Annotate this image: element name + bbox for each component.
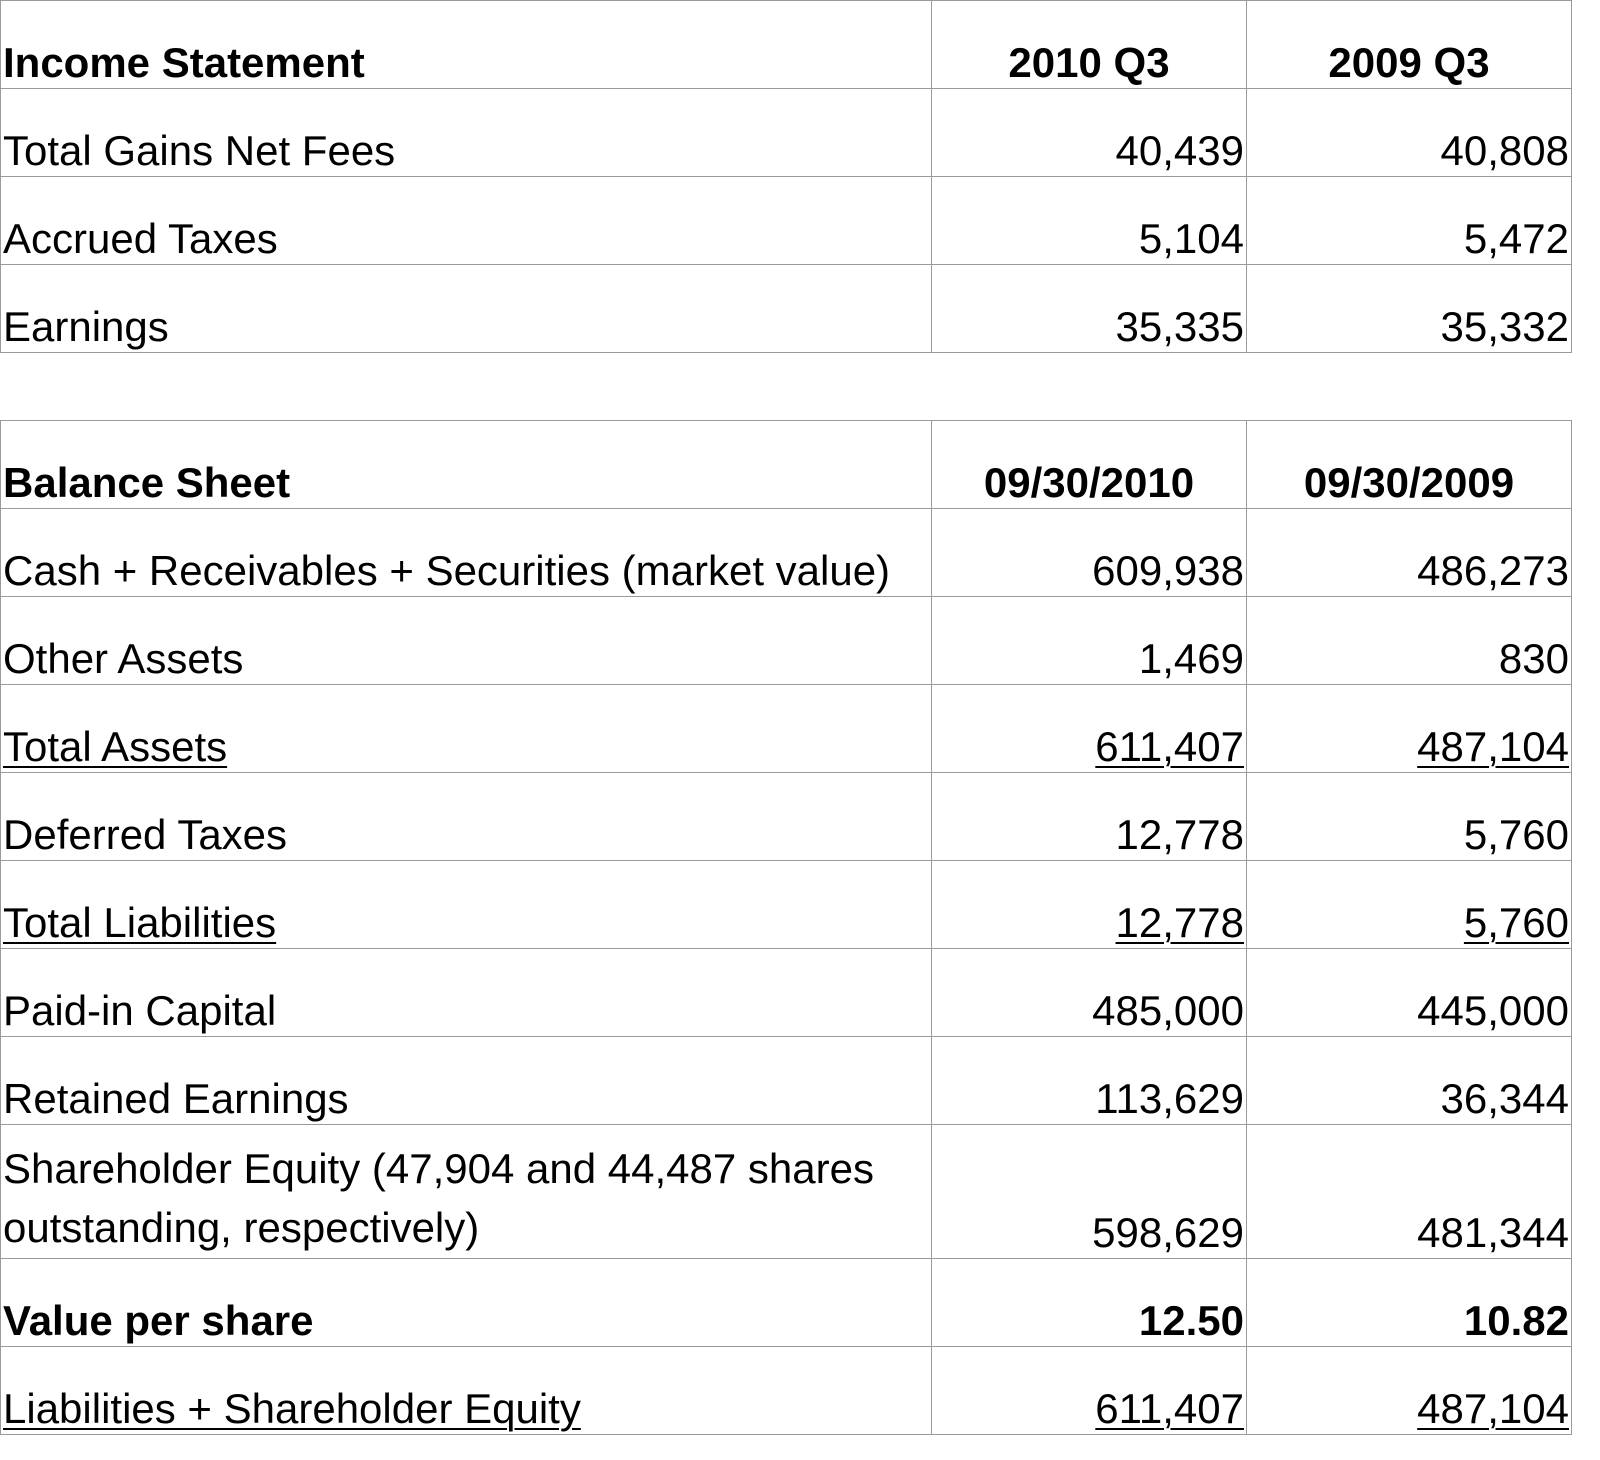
table-row bbox=[1, 1347, 1572, 1435]
row-value-2009-cell bbox=[1247, 1347, 1572, 1435]
row-value-2010: 12,778 bbox=[932, 773, 1247, 861]
row-value-2010-cell bbox=[932, 861, 1247, 949]
row-value-2010: 485,000 bbox=[932, 949, 1247, 1037]
balance-sheet-title: Balance Sheet bbox=[1, 421, 932, 509]
row-value-2010: 113,629 bbox=[932, 1037, 1247, 1125]
balance-col1-header: 09/30/2010 bbox=[932, 421, 1247, 509]
balance-col2-header: 09/30/2009 bbox=[1247, 421, 1572, 509]
row-label: Value per share bbox=[1, 1259, 932, 1347]
table-row bbox=[1, 597, 1572, 685]
row-value-2010-cell bbox=[932, 685, 1247, 773]
row-value-2009: 487,104 bbox=[1417, 722, 1569, 770]
row-value-2009: 35,332 bbox=[1247, 265, 1572, 353]
row-label-cell bbox=[1, 861, 932, 949]
row-value-2010: 609,938 bbox=[932, 509, 1247, 597]
row-label: Earnings bbox=[1, 265, 932, 353]
row-value-2010: 12,778 bbox=[1115, 898, 1244, 946]
table-row bbox=[1, 949, 1572, 1037]
row-value-2010: 40,439 bbox=[932, 89, 1247, 177]
table-row bbox=[1, 773, 1572, 861]
row-value-2009: 5,472 bbox=[1247, 177, 1572, 265]
row-label: Retained Earnings bbox=[1, 1037, 932, 1125]
table-row bbox=[1, 177, 1572, 265]
balance-sheet-table bbox=[0, 420, 1572, 1435]
row-label: Shareholder Equity (47,904 and 44,487 shares outstanding, respectively) bbox=[1, 1125, 932, 1259]
row-value-2009: 487,104 bbox=[1417, 1384, 1569, 1432]
row-value-2010: 611,407 bbox=[1095, 722, 1244, 770]
table-row bbox=[1, 1259, 1572, 1347]
table-row bbox=[1, 861, 1572, 949]
balance-header-row bbox=[1, 421, 1572, 509]
table-row bbox=[1, 509, 1572, 597]
table-row bbox=[1, 685, 1572, 773]
income-statement-table bbox=[0, 0, 1572, 353]
row-label: Accrued Taxes bbox=[1, 177, 932, 265]
row-value-2009: 40,808 bbox=[1247, 89, 1572, 177]
row-value-2009-cell bbox=[1247, 861, 1572, 949]
row-value-2009: 36,344 bbox=[1247, 1037, 1572, 1125]
row-label-cell bbox=[1, 1347, 932, 1435]
row-label: Paid-in Capital bbox=[1, 949, 932, 1037]
row-value-2009: 5,760 bbox=[1463, 898, 1569, 946]
row-value-2010-cell bbox=[932, 1347, 1247, 1435]
row-value-2009-cell bbox=[1247, 685, 1572, 773]
row-value-2010: 35,335 bbox=[932, 265, 1247, 353]
row-label: Total Gains Net Fees bbox=[1, 89, 932, 177]
table-row bbox=[1, 1037, 1572, 1125]
row-value-2010: 5,104 bbox=[932, 177, 1247, 265]
income-col2-header: 2009 Q3 bbox=[1247, 1, 1572, 89]
row-value-2009: 445,000 bbox=[1247, 949, 1572, 1037]
row-label: Cash + Receivables + Securities (market value) bbox=[1, 509, 932, 597]
table-row bbox=[1, 89, 1572, 177]
row-label: Total Liabilities bbox=[3, 898, 277, 946]
row-label: Deferred Taxes bbox=[1, 773, 932, 861]
row-value-2009: 830 bbox=[1247, 597, 1572, 685]
row-value-2010: 12.50 bbox=[932, 1259, 1247, 1347]
row-value-2010: 611,407 bbox=[1095, 1384, 1244, 1432]
row-label-cell bbox=[1, 685, 932, 773]
row-value-2009: 5,760 bbox=[1247, 773, 1572, 861]
row-label: Total Assets bbox=[3, 722, 228, 770]
row-value-2009: 481,344 bbox=[1247, 1125, 1572, 1259]
row-label: Other Assets bbox=[1, 597, 932, 685]
row-value-2010: 598,629 bbox=[932, 1125, 1247, 1259]
table-row bbox=[1, 1125, 1572, 1259]
income-col1-header: 2010 Q3 bbox=[932, 1, 1247, 89]
table-row bbox=[1, 265, 1572, 353]
row-value-2009: 486,273 bbox=[1247, 509, 1572, 597]
row-value-2010: 1,469 bbox=[932, 597, 1247, 685]
income-statement-title: Income Statement bbox=[1, 1, 932, 89]
income-header-row bbox=[1, 1, 1572, 89]
row-label: Liabilities + Shareholder Equity bbox=[3, 1384, 581, 1432]
row-value-2009: 10.82 bbox=[1247, 1259, 1572, 1347]
